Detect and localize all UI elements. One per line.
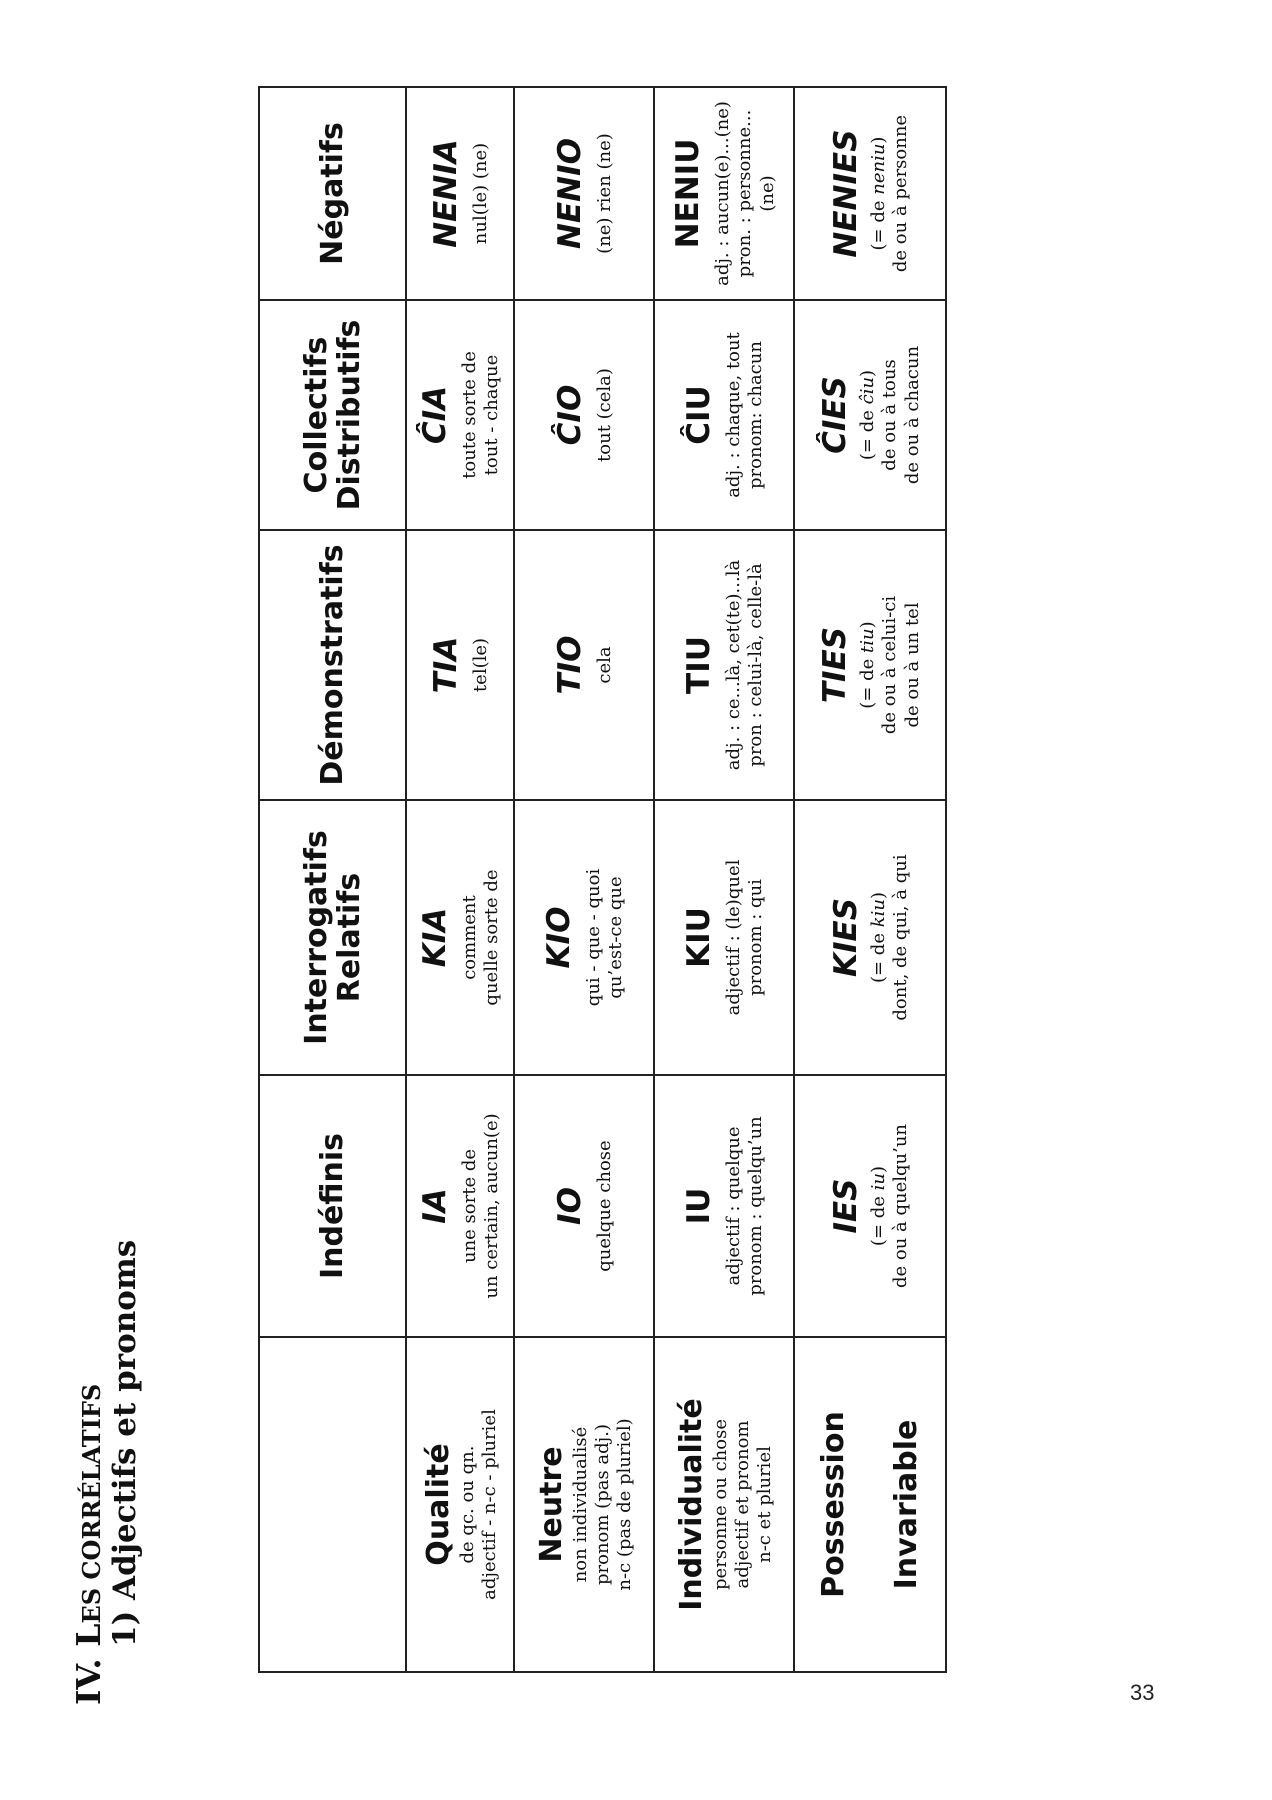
cell-line: pronom : quelqu’un (745, 1116, 767, 1296)
col-header-interrogatifs-text: Interrogatifs Relatifs (298, 830, 367, 1045)
title-smallcaps: ES CORRÉLATIFS (77, 1383, 106, 1624)
row-header-neutre (514, 1337, 654, 1672)
row-desc-line: de qc. ou qn. (457, 1445, 479, 1564)
correlative-word: IU (681, 1187, 718, 1225)
correlative-word: TIO (552, 635, 589, 695)
ref-prefix: (= de (856, 404, 878, 461)
cell-line: qu’est-ce que (605, 876, 627, 999)
correlative-word: IES (828, 1178, 865, 1234)
ref-prefix: (= de (867, 194, 889, 251)
row-neutre (514, 87, 654, 1672)
col-header-interrogatifs (259, 800, 406, 1075)
cell-line: pron. : personne...(ne) (734, 109, 778, 278)
row-header-possession (794, 1337, 946, 1672)
row-desc-line: n-c et pluriel (753, 1446, 775, 1563)
cell-kia (406, 800, 514, 1075)
correlatives-table (258, 86, 947, 1673)
correlative-word: KIO (541, 906, 578, 969)
cell-ies (794, 1075, 946, 1337)
cell-line: quelle sorte de (481, 869, 503, 1006)
cell-line: tout - chaque (481, 354, 503, 476)
cell-line: quelque chose (594, 1140, 616, 1272)
cell-ties (794, 530, 946, 800)
cell-kio (514, 800, 654, 1075)
title-line-1 (70, 1240, 108, 1705)
cell-io (514, 1075, 654, 1337)
ref-suffix: ) (867, 1165, 889, 1173)
ref-prefix: (= de (867, 927, 889, 984)
row-individualite (654, 87, 794, 1672)
title-prefix: IV. L (69, 1623, 108, 1705)
cell-line: de ou à chacun (901, 345, 923, 485)
cell-line: adj. : aucun(e)...(ne) (711, 101, 733, 286)
col-header-indefinis: Indéfinis (259, 1075, 406, 1337)
cell-line: un certain, aucun(e) (481, 1113, 503, 1299)
col-header-collectifs-text: Collectifs Distributifs (298, 319, 367, 511)
cell-ia (406, 1075, 514, 1337)
correlative-word: KIES (828, 897, 865, 978)
correlative-word: ĈIA (417, 385, 454, 445)
correlative-word: TIA (428, 636, 465, 694)
cell-iu (654, 1075, 794, 1337)
cell-line: adjectif : quelque (722, 1126, 744, 1286)
cell-line: adjectif : (le)quel (722, 859, 744, 1016)
cell-line: de ou à celui-ci (879, 595, 901, 735)
row-desc-line: adjectif et pronom (731, 1420, 753, 1589)
row-desc-line: adjectif - n-c - pluriel (478, 1409, 500, 1600)
col-header-demonstratifs: Démonstratifs (259, 530, 406, 800)
cell-line: de ou à personne (890, 114, 912, 273)
row-name: Individualité (673, 1398, 709, 1611)
cell-line: une sorte de (458, 1148, 480, 1264)
row-desc-line: pronom (pas adj.) (591, 1424, 613, 1585)
cell-cies (794, 300, 946, 530)
row-header-individualite (654, 1337, 794, 1672)
cell-line: pronom : qui (745, 879, 767, 996)
ref-suffix: ) (867, 136, 889, 144)
cell-tio (514, 530, 654, 800)
cell-line: dont, de qui, à qui (890, 854, 912, 1021)
cell-line: pron : celui-là, celle-là (745, 563, 767, 767)
row-qualite (406, 87, 514, 1672)
row-desc-line: personne ou chose (710, 1419, 732, 1590)
correlative-word: IA (417, 1188, 454, 1224)
row-desc-line: n-c (pas de pluriel) (613, 1418, 635, 1591)
cell-reference (857, 305, 880, 525)
correlative-word: NENIES (828, 129, 865, 258)
header-row (259, 87, 406, 1672)
ref-prefix: (= de (856, 652, 878, 709)
section-title (70, 1240, 144, 1705)
ref-word: tiu (856, 628, 878, 653)
cell-line: nul(le) (ne) (470, 142, 492, 245)
row-name: Neutre (533, 1446, 569, 1563)
correlative-word: TIES (816, 626, 853, 704)
cell-reference (868, 1080, 891, 1332)
ref-word: neniu (867, 143, 889, 195)
correlative-word: ĈIES (816, 376, 853, 454)
cell-line: pronom: chacun (745, 341, 767, 489)
correlative-word: NENIA (428, 139, 465, 248)
cell-kies (794, 800, 946, 1075)
ref-word: ĉiu (856, 376, 878, 405)
cell-line: tout (cela) (594, 368, 616, 462)
cell-tia (406, 530, 514, 800)
correlative-word: IO (552, 1187, 589, 1225)
cell-nenio (514, 87, 654, 300)
correlative-word: ĈIU (681, 385, 718, 445)
correlative-word: ĈIO (552, 384, 589, 446)
row-name-secondary: Invariable (889, 1419, 924, 1590)
page-number: 33 (1130, 1680, 1155, 1705)
row-header-qualite (406, 1337, 514, 1672)
cell-line: comment (458, 895, 480, 980)
ref-word: kiu (867, 899, 889, 928)
row-name: Qualité (420, 1443, 456, 1566)
correlative-word: NENIU (669, 138, 706, 249)
row-name: Possession (815, 1411, 851, 1598)
cell-reference (868, 805, 891, 1070)
correlative-word: KIA (417, 907, 454, 968)
col-header-negatifs: Négatifs (259, 87, 406, 300)
correlative-word: TIU (681, 636, 718, 694)
ref-word: iu (867, 1172, 889, 1191)
rotated-page-content (70, 55, 1030, 1705)
cell-cio (514, 300, 654, 530)
cell-line: adj. : chaque, tout (722, 332, 744, 498)
cell-line: toute sorte de (458, 351, 480, 479)
cell-line: de ou à quelqu’un (890, 1123, 912, 1289)
row-desc-line: non individualisé (570, 1426, 592, 1583)
cell-line: de ou à un tel (901, 602, 923, 728)
row-possession (794, 87, 946, 1672)
cell-line: adj. : ce...là, cet(te)...là (722, 559, 744, 771)
cell-tiu (654, 530, 794, 800)
ref-prefix: (= de (867, 1190, 889, 1247)
corner-cell (259, 1337, 406, 1672)
ref-suffix: ) (856, 621, 878, 629)
cell-neniu (654, 87, 794, 300)
cell-reference (868, 92, 891, 295)
ref-suffix: ) (856, 369, 878, 377)
correlative-word: KIU (681, 907, 718, 968)
cell-nenies (794, 87, 946, 300)
cell-line: tel(le) (470, 637, 492, 693)
cell-cia (406, 300, 514, 530)
cell-ciu (654, 300, 794, 530)
title-line-2: 1) Adjectifs et pronoms (106, 1239, 143, 1647)
correlative-word: NENIO (552, 138, 589, 249)
col-header-collectifs (259, 300, 406, 530)
cell-line: cela (594, 646, 616, 684)
ref-suffix: ) (867, 891, 889, 900)
cell-kiu (654, 800, 794, 1075)
cell-nenia (406, 87, 514, 300)
cell-line: qui - que - quoi (582, 868, 604, 1007)
cell-line: de ou à tous (879, 359, 901, 471)
cell-line: (ne) rien (ne) (594, 133, 616, 254)
cell-reference (857, 535, 880, 795)
